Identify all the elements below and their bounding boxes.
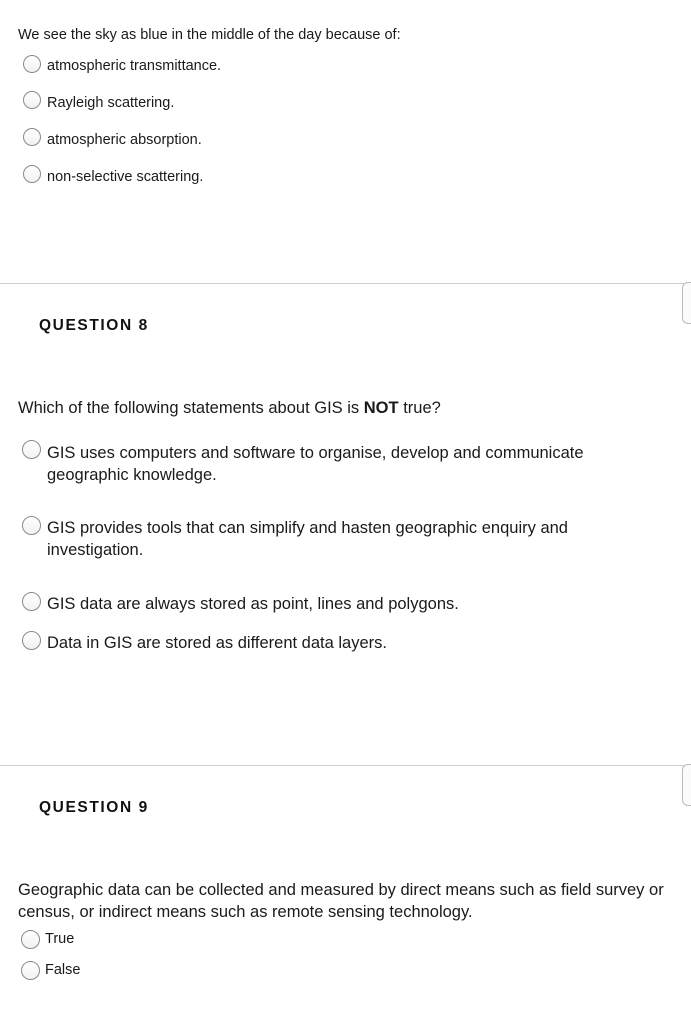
radio-button[interactable] — [23, 165, 41, 183]
option-label[interactable]: atmospheric absorption. — [47, 132, 202, 148]
question-7-prompt: We see the sky as blue in the middle of the day because of: — [18, 27, 401, 43]
side-tab-handle[interactable] — [682, 282, 691, 324]
option-label[interactable]: non-selective scattering. — [47, 169, 204, 185]
radio-button[interactable] — [22, 516, 41, 535]
radio-button[interactable] — [22, 440, 41, 459]
radio-button[interactable] — [23, 55, 41, 73]
option-label[interactable]: atmospheric transmittance. — [47, 58, 222, 74]
option-label[interactable]: False — [45, 962, 81, 978]
prompt-text-end: true? — [398, 399, 441, 417]
radio-button[interactable] — [23, 91, 41, 109]
option-label[interactable]: Rayleigh scattering. — [47, 95, 175, 111]
question-9-heading: QUESTION 9 — [39, 799, 149, 816]
section-divider — [0, 283, 684, 284]
section-divider — [0, 765, 684, 766]
question-9-prompt: Geographic data can be collected and measured by direct means such as field survey or census, or indirect means such as remote sensing technology. — [18, 881, 664, 921]
option-label[interactable]: GIS uses computers and software to organise, develop and communicate geographic knowledge. — [47, 444, 584, 484]
prompt-emphasis: NOT — [363, 399, 399, 417]
radio-button[interactable] — [21, 930, 40, 949]
side-tab-handle[interactable] — [682, 764, 691, 806]
option-label[interactable]: GIS data are always stored as point, lines and polygons. — [47, 595, 459, 613]
radio-button[interactable] — [22, 592, 41, 611]
radio-button[interactable] — [21, 961, 40, 980]
option-label[interactable]: Data in GIS are stored as different data layers. — [47, 634, 387, 652]
question-8-heading: QUESTION 8 — [39, 317, 149, 334]
option-label[interactable]: True — [45, 931, 75, 947]
option-label[interactable]: GIS provides tools that can simplify and hasten geographic enquiry and investigation. — [47, 519, 568, 559]
radio-button[interactable] — [22, 631, 41, 650]
radio-button[interactable] — [23, 128, 41, 146]
question-8-prompt — [18, 397, 441, 419]
prompt-text: Which of the following statements about GIS is — [18, 399, 364, 417]
